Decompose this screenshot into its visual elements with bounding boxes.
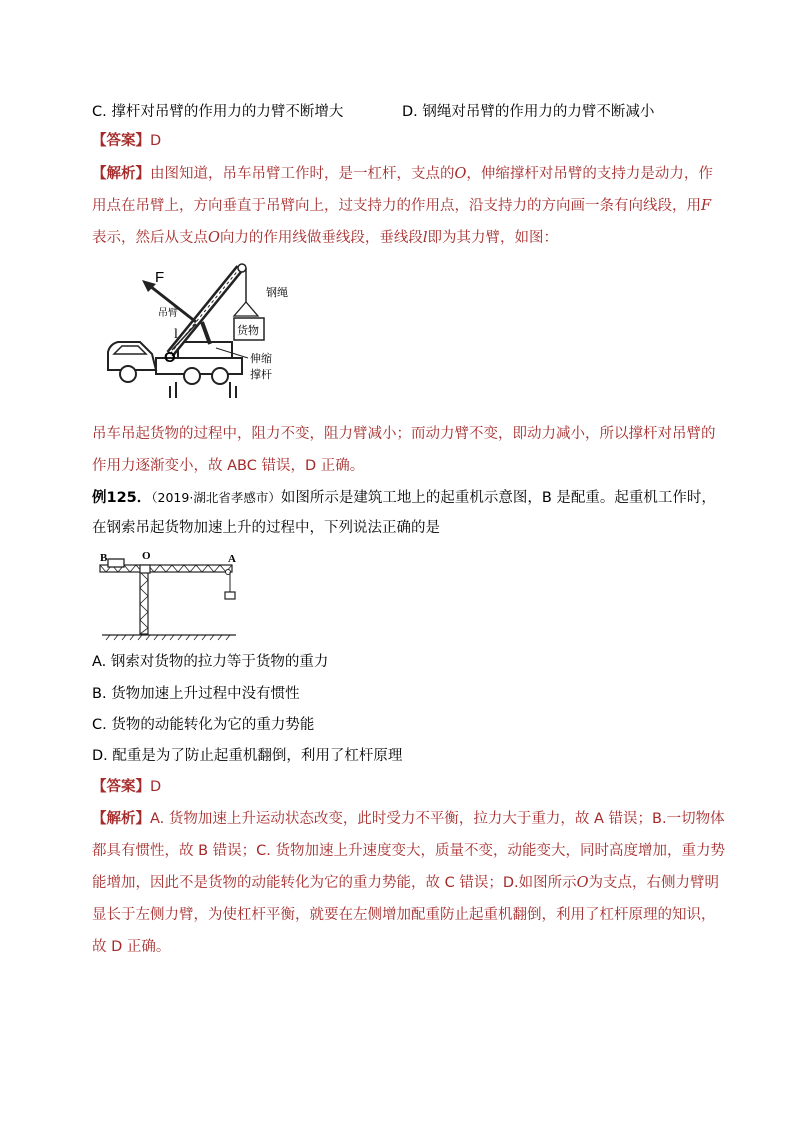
wheel-1 <box>120 366 136 382</box>
option-d: D. 钢绳对吊臂的作用力的力臂不断减小 <box>402 104 655 120</box>
question-125-line-1 <box>92 488 716 508</box>
conclusion-line-1: 吊车吊起货物的过程中，阻力不变，阻力臂减小；而动力臂不变，即动力减小，所以撑杆对吊臂的 <box>92 426 716 442</box>
option-c: C. 撑杆对吊臂的作用力的力臂不断增大 <box>92 104 344 120</box>
analysis-125-line-5: 故 D 正确。 <box>92 939 171 955</box>
crane-cab <box>140 565 150 573</box>
wheel-3 <box>212 368 228 384</box>
analysis-text: 向力的作用线做垂线段，垂线段 <box>219 230 423 246</box>
label-boom: 吊臂 <box>158 308 178 319</box>
var-o: O <box>454 166 467 182</box>
label-f: F <box>155 269 165 286</box>
label-strut-1: 伸缩 <box>250 352 272 365</box>
analysis-125-line-3 <box>92 873 719 893</box>
question-number: 例125． <box>92 490 152 506</box>
answer-value: D <box>150 779 162 795</box>
tower-crane-figure <box>96 548 246 644</box>
analysis-text: 即为其力臂，如图： <box>427 230 559 246</box>
analysis-text: 能增加，因此不是货物的动能转化为它的重力势能，故 C 错误；D.如图所示 <box>92 875 577 891</box>
cargo-weight <box>225 592 235 599</box>
analysis-125-line-2: 都具有惯性，故 B 错误；C. 货物加速上升速度变大，质量不变，动能变大，同时高度增加，重力势 <box>92 843 726 859</box>
var-l: l <box>422 230 428 246</box>
analysis-text: 由图知道，吊车吊臂工作时，是一杠杆，支点的 <box>150 166 455 182</box>
analysis-text: 为支点，右侧力臂明 <box>588 875 720 891</box>
label-o2: O <box>142 550 151 562</box>
answer-label: 【答案】 <box>92 779 150 795</box>
option-125-b: B. 货物加速上升过程中没有惯性 <box>92 686 300 702</box>
counterweight <box>108 559 124 567</box>
strut <box>202 322 210 344</box>
analysis-line-1 <box>92 164 713 184</box>
pulley <box>238 264 246 272</box>
analysis-line-3 <box>92 228 558 248</box>
label-strut-2: 撑杆 <box>250 368 272 381</box>
conclusion-line-2: 作用力逐渐变小，故 ABC 错误，D 正确。 <box>92 458 365 474</box>
option-125-c: C. 货物的动能转化为它的重力势能 <box>92 717 315 733</box>
var-f: F <box>701 198 712 214</box>
var-o: O <box>208 230 220 246</box>
analysis-125-line-4: 显长于左侧力臂，为使杠杆平衡，就要在左侧增加配重防止起重机翻倒，利用了杠杆原理的知识， <box>92 907 716 923</box>
question-stem: 如图所示是建筑工地上的起重机示意图，B 是配重。起重机工作时， <box>280 490 716 506</box>
answer-value: D <box>150 133 162 149</box>
analysis-label: 【解析】 <box>92 166 150 182</box>
label-cargo: 货物 <box>237 324 259 337</box>
question-source: （2019·湖北省孝感市） <box>151 490 281 505</box>
label-rope: 钢绳 <box>266 286 288 299</box>
question-125-line-2: 在钢索吊起货物加速上升的过程中，下列说法正确的是 <box>92 520 440 536</box>
analysis-125-line-1 <box>92 809 725 829</box>
option-125-d: D. 配重是为了防止起重机翻倒，利用了杠杆原理 <box>92 748 403 764</box>
label-o: O <box>164 349 176 366</box>
analysis-line-2 <box>92 196 711 216</box>
analysis-label: 【解析】 <box>92 811 150 827</box>
analysis-text: ，伸缩撑杆对吊臂的支持力是动力，作 <box>466 166 713 182</box>
label-l: l <box>174 327 178 342</box>
var-o: O <box>576 875 589 891</box>
analysis-text: 用点在吊臂上，方向垂直于吊臂向上，过支持力的作用点，沿支持力的方向画一条有向线段，用 <box>92 198 701 214</box>
cab-window <box>114 346 146 354</box>
answer-line-125 <box>92 777 161 797</box>
hook <box>234 302 258 316</box>
answer-label: 【答案】 <box>92 133 150 149</box>
option-125-a: A. 钢索对货物的拉力等于货物的重力 <box>92 654 329 670</box>
analysis-text: 表示，然后从支点 <box>92 230 208 246</box>
label-a: A <box>228 553 236 565</box>
crane-truck-figure <box>100 262 310 412</box>
label-b: B <box>100 552 108 564</box>
analysis-text: A. 货物加速上升运动状态改变，此时受力不平衡，拉力大于重力，故 A 错误；B.一切物体 <box>150 811 725 827</box>
answer-line-124 <box>92 131 161 151</box>
wheel-2 <box>184 368 200 384</box>
